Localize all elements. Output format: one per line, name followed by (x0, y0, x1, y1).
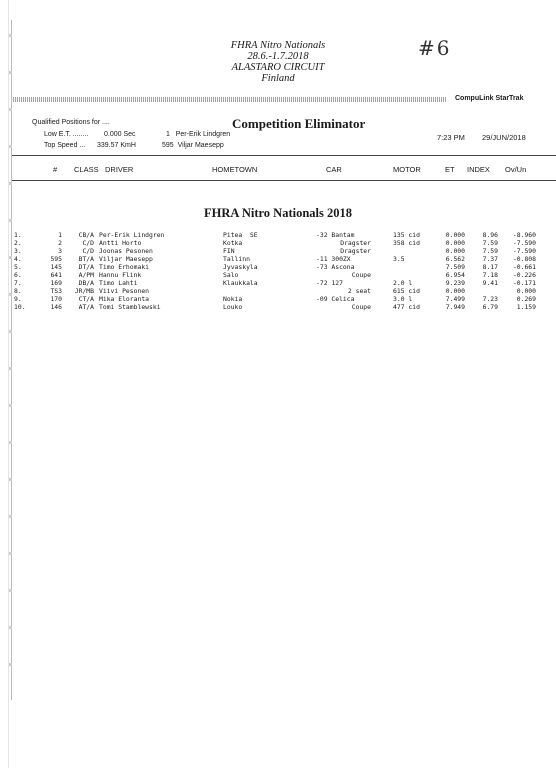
row-pos: 4. (14, 255, 22, 263)
row-driver: Viivi Pesonen (99, 287, 150, 295)
row-hometown: Louko (223, 303, 243, 311)
row-class: A/PM (78, 271, 94, 279)
row-car: -73 Ascona (316, 263, 355, 271)
perforation-hole (9, 589, 12, 592)
row-motor: 135 cid (393, 231, 420, 239)
top-speed-holder: 595 Viljar Maesepp (162, 142, 224, 149)
header-line-1: FHRA Nitro Nationals (230, 40, 326, 51)
row-num: 2 (58, 239, 62, 247)
col-motor: MOTOR (393, 165, 421, 174)
page-edge (8, 0, 9, 768)
header-line-2: 28.6.-1.7.2018 (247, 51, 309, 62)
row-class: CB/A (78, 231, 94, 239)
eliminator-title: Competition Eliminator (232, 116, 366, 131)
dotted-band (13, 97, 447, 102)
row-num: 1 (58, 231, 62, 239)
row-car: 2 seat (347, 287, 371, 295)
row-class: AT/A (78, 303, 94, 311)
perforation-hole (9, 182, 12, 185)
row-ovun: -0.808 (512, 255, 536, 263)
row-driver: Joonas Pesonen (99, 247, 153, 255)
row-num: TS3 (50, 287, 62, 295)
row-pos: 8. (14, 287, 22, 295)
row-driver: Timo Erhomaki (99, 263, 150, 271)
row-car: -11 300ZX (316, 255, 351, 263)
row-index: 7.59 (482, 247, 498, 255)
col-ovun: Ov/Un (505, 165, 527, 174)
row-index: 7.18 (482, 271, 498, 279)
low-et-holder: 1 Per-Erik Lindgren (166, 131, 231, 138)
row-car: Coupe (351, 303, 371, 311)
perforation-hole (9, 663, 12, 666)
top-speed-value: 339.57 KmH (97, 142, 136, 149)
row-pos: 9. (14, 295, 22, 303)
row-index: 7.59 (482, 239, 498, 247)
row-hometown: Salo (223, 271, 239, 279)
qualified-title: Qualified Positions for .... (32, 119, 110, 126)
row-num: 170 (50, 295, 62, 303)
perforation-hole (9, 108, 12, 111)
row-ovun: 0.269 (516, 295, 536, 303)
col-class: CLASS (74, 165, 99, 174)
row-hometown: Tallinn (223, 255, 250, 263)
row-class: C/D (82, 239, 94, 247)
row-num: 145 (50, 263, 62, 271)
col-et: ET (445, 165, 455, 174)
system-label: CompuLink StarTrak (455, 95, 524, 102)
row-driver: Tomi Stamblewski (99, 303, 161, 311)
perforation-hole (9, 34, 12, 37)
row-index: 6.79 (482, 303, 498, 311)
event-title: FHRA Nitro Nationals 2018 (203, 206, 353, 220)
row-driver: Timo Lahti (99, 279, 138, 287)
row-et: 9.239 (445, 279, 465, 287)
row-num: 146 (50, 303, 62, 311)
row-car: Coupe (351, 271, 371, 279)
low-et-label: Low E.T. ........ (44, 131, 89, 138)
row-index: 7.23 (482, 295, 498, 303)
row-num: 3 (58, 247, 62, 255)
row-pos: 3. (14, 247, 22, 255)
row-et: 0.000 (445, 247, 465, 255)
row-driver: Hannu Flink (99, 271, 142, 279)
perforation-hole (9, 256, 12, 259)
row-driver: Mika Eloranta (99, 295, 150, 303)
row-hometown: Klaukkala (223, 279, 258, 287)
handwritten-note: #6 (418, 36, 452, 60)
row-pos: 1. (14, 231, 22, 239)
row-hometown: Kotka (223, 239, 243, 247)
row-num: 595 (50, 255, 62, 263)
row-motor: 3.0 l (393, 295, 413, 303)
row-car: Dragster (340, 239, 371, 247)
top-speed-label: Top Speed ... (44, 142, 86, 149)
row-motor: 3.5 (393, 255, 405, 263)
print-time: 7:23 PM (437, 133, 465, 142)
perforation-margin (11, 20, 12, 700)
row-ovun: -0.661 (512, 263, 536, 271)
row-motor: 2.0 l (393, 279, 413, 287)
row-ovun: -7.590 (512, 239, 536, 247)
row-pos: 7. (14, 279, 22, 287)
header-rule-bottom (12, 180, 556, 181)
perforation-hole (9, 552, 12, 555)
row-class: JR/MB (74, 287, 94, 295)
row-num: 641 (50, 271, 62, 279)
row-motor: 358 cid (393, 239, 420, 247)
perforation-hole (9, 293, 12, 296)
row-class: C/D (82, 247, 94, 255)
row-hometown: Pitea SE (223, 231, 258, 239)
perforation-hole (9, 404, 12, 407)
perforation-hole (9, 330, 12, 333)
row-et: 0.000 (445, 239, 465, 247)
print-date: 29/JUN/2018 (482, 133, 526, 142)
col-num: # (53, 165, 58, 174)
col-index: INDEX (467, 165, 490, 174)
row-hometown: Jyvaskyla (223, 263, 258, 271)
row-car: -32 Bantam (316, 231, 355, 239)
row-hometown: FIN (223, 247, 235, 255)
perforation-hole (9, 626, 12, 629)
row-class: BT/A (78, 255, 94, 263)
row-pos: 5. (14, 263, 22, 271)
perforation-hole (9, 441, 12, 444)
col-driver: DRIVER (105, 165, 134, 174)
row-ovun: -0.171 (512, 279, 536, 287)
row-ovun: -8.960 (512, 231, 536, 239)
row-num: 169 (50, 279, 62, 287)
low-et-value: 0.000 Sec (104, 131, 136, 138)
row-class: DT/A (78, 263, 94, 271)
row-pos: 10. (14, 303, 26, 311)
col-hometown: HOMETOWN (212, 165, 258, 174)
row-et: 7.499 (445, 295, 465, 303)
row-pos: 2. (14, 239, 22, 247)
row-index: 8.96 (482, 231, 498, 239)
row-motor: 477 cid (393, 303, 420, 311)
row-class: CT/A (78, 295, 94, 303)
header-line-3: ALASTARO CIRCUIT (231, 62, 325, 73)
row-index: 9.41 (482, 279, 498, 287)
row-pos: 6. (14, 271, 22, 279)
row-et: 0.000 (445, 231, 465, 239)
row-ovun: -0.226 (512, 271, 536, 279)
row-et: 7.949 (445, 303, 465, 311)
row-driver: Per-Erik Lindgren (99, 231, 165, 239)
header-rule-top (12, 155, 556, 156)
row-et: 0.000 (445, 287, 465, 295)
row-driver: Viljar Maesepp (99, 255, 153, 263)
row-index: 8.17 (482, 263, 498, 271)
row-et: 6.562 (445, 255, 465, 263)
perforation-hole (9, 478, 12, 481)
row-driver: Antti Horto (99, 239, 142, 247)
row-et: 6.954 (445, 271, 465, 279)
perforation-hole (9, 515, 12, 518)
perforation-hole (9, 145, 12, 148)
row-hometown: Nokia (223, 295, 243, 303)
row-index: 7.37 (482, 255, 498, 263)
row-ovun: -7.590 (512, 247, 536, 255)
row-ovun: 1.159 (516, 303, 536, 311)
row-car: Dragster (340, 247, 371, 255)
row-motor: 615 cid (393, 287, 420, 295)
row-car: -09 Celica (316, 295, 355, 303)
header-line-4: Finland (261, 73, 295, 84)
row-class: DB/A (78, 279, 94, 287)
col-car: CAR (326, 165, 342, 174)
row-ovun: 0.000 (516, 287, 536, 295)
perforation-hole (9, 367, 12, 370)
row-et: 7.509 (445, 263, 465, 271)
row-car: -72 127 (316, 279, 343, 287)
